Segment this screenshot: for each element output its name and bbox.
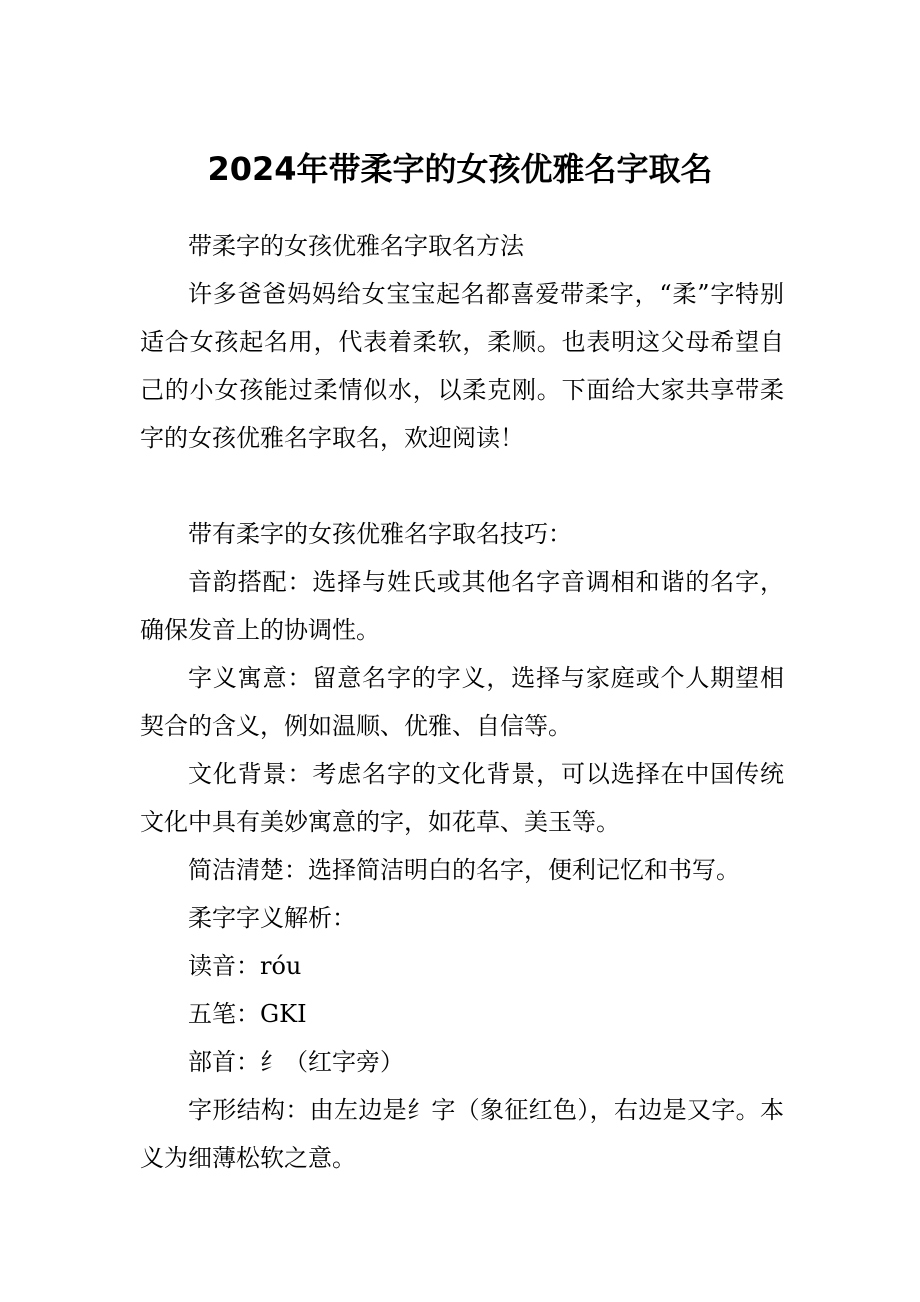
document-body xyxy=(140,222,784,1182)
document-title: 2024年带柔字的女孩优雅名字取名 xyxy=(207,150,713,188)
paragraph-tips-heading: 带有柔字的女孩优雅名字取名技巧： xyxy=(188,520,572,548)
paragraph-radical: 部首：纟（红字旁） xyxy=(188,1048,404,1076)
paragraph-spacer xyxy=(140,462,784,510)
paragraph-wubi: 五笔：GKI xyxy=(188,1000,307,1028)
paragraph-analysis-heading: 柔字字义解析： xyxy=(188,904,356,932)
paragraph-tip-culture: 文化背景：考虑名字的文化背景，可以选择在中国传统文化中具有美妙寓意的字，如花草、美玉等。 xyxy=(140,760,784,836)
paragraph-tip-sound: 音韵搭配：选择与姓氏或其他名字音调相和谐的名字，确保发音上的协调性。 xyxy=(140,568,784,644)
paragraph-intro: 许多爸爸妈妈给女宝宝起名都喜爱带柔字，“柔”字特别适合女孩起名用，代表着柔软，柔顺。也表明这父母希望自己的小女孩能过柔情似水，以柔克刚。下面给大家共享带柔字的女孩优雅名字取名，欢迎阅读！ xyxy=(140,280,784,452)
paragraph-method-heading: 带柔字的女孩优雅名字取名方法 xyxy=(188,232,524,260)
paragraph-structure: 字形结构：由左边是纟字（象征红色），右边是又字。本义为细薄松软之意。 xyxy=(140,1096,784,1172)
paragraph-tip-simple: 简洁清楚：选择简洁明白的名字，便利记忆和书写。 xyxy=(188,856,740,884)
paragraph-tip-meaning: 字义寓意：留意名字的字义，选择与家庭或个人期望相契合的含义，例如温顺、优雅、自信等。 xyxy=(140,664,784,740)
paragraph-pronunciation: 读音：róu xyxy=(188,952,302,980)
